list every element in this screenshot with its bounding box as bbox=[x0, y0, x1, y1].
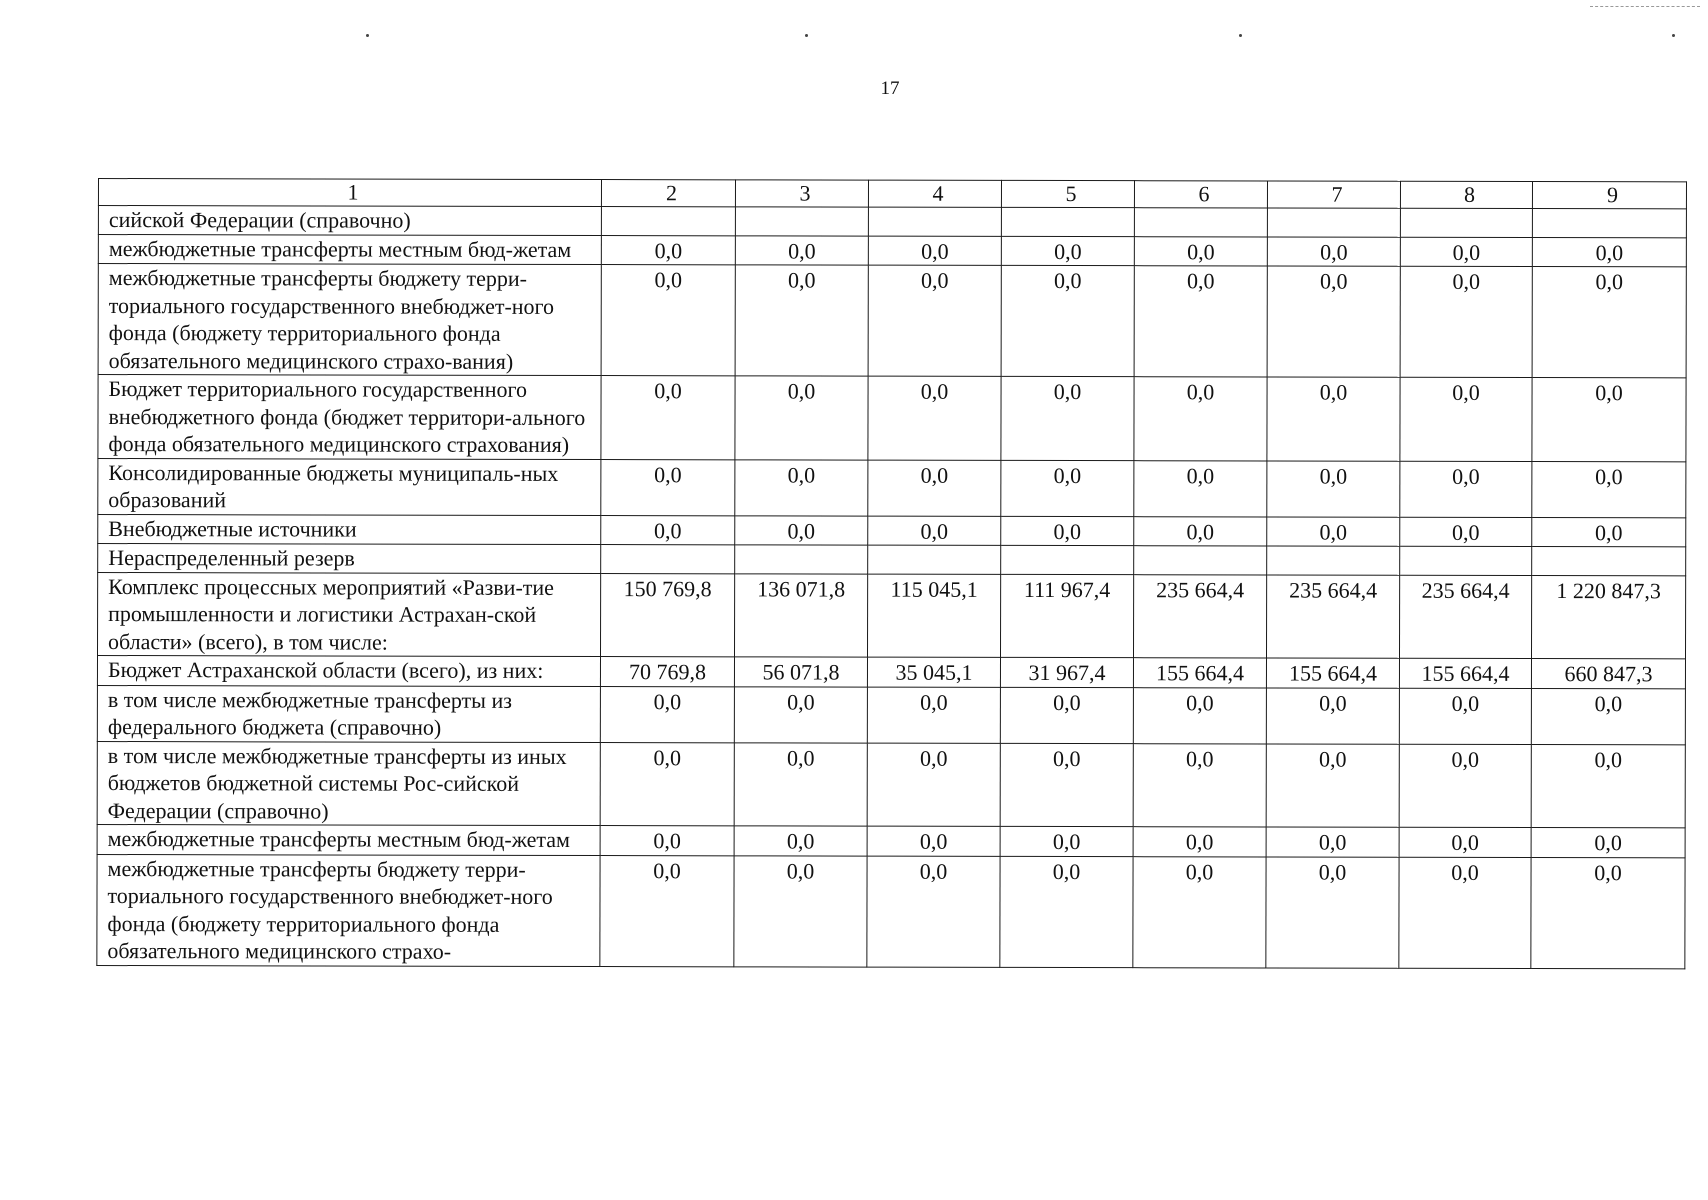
value-cell: 0,0 bbox=[1266, 856, 1399, 967]
value-cell: 0,0 bbox=[1400, 237, 1532, 267]
value-cell bbox=[1001, 545, 1134, 574]
value-cell: 0,0 bbox=[868, 516, 1001, 546]
value-cell: 115 045,1 bbox=[867, 574, 1000, 658]
header-row bbox=[98, 179, 1686, 209]
value-cell: 0,0 bbox=[1134, 236, 1267, 266]
value-cell: 235 664,4 bbox=[1266, 574, 1399, 658]
value-cell: 155 664,4 bbox=[1266, 658, 1399, 688]
value-cell: 0,0 bbox=[1266, 827, 1399, 857]
table-row bbox=[98, 234, 1686, 267]
table-row bbox=[98, 514, 1686, 547]
row-label: межбюджетные трансферты бюджету терри-ториального государственного внебюджет-ного фонда (бюджету территориального фонда обязательного медицинского страхо- bbox=[97, 854, 600, 966]
table-row bbox=[97, 656, 1685, 689]
value-cell: 56 071,8 bbox=[734, 657, 867, 687]
scan-mark bbox=[1590, 6, 1700, 8]
value-cell: 0,0 bbox=[600, 742, 734, 826]
value-cell bbox=[735, 207, 868, 236]
value-cell: 0,0 bbox=[1531, 828, 1685, 858]
header-cell: 9 bbox=[1532, 182, 1686, 209]
value-cell: 0,0 bbox=[1532, 461, 1686, 517]
budget-table bbox=[96, 178, 1687, 969]
row-label: в том числе межбюджетные трансферты из федерального бюджета (справочно) bbox=[97, 685, 600, 742]
value-cell: 0,0 bbox=[734, 855, 867, 966]
table-row bbox=[97, 854, 1685, 968]
value-cell: 1 220 847,3 bbox=[1531, 575, 1685, 659]
value-cell: 0,0 bbox=[1000, 687, 1133, 743]
value-cell: 0,0 bbox=[1133, 743, 1266, 827]
value-cell: 0,0 bbox=[1399, 827, 1531, 857]
value-cell: 0,0 bbox=[1400, 517, 1532, 547]
header-cell: 3 bbox=[735, 180, 868, 207]
table-row bbox=[98, 375, 1686, 462]
row-label: межбюджетные трансферты местным бюд-жетам bbox=[98, 234, 601, 265]
value-cell: 31 967,4 bbox=[1000, 657, 1133, 687]
value-cell: 0,0 bbox=[735, 515, 868, 545]
value-cell: 0,0 bbox=[1001, 376, 1134, 460]
value-cell: 0,0 bbox=[1000, 826, 1133, 856]
value-cell: 0,0 bbox=[601, 515, 735, 545]
value-cell: 0,0 bbox=[601, 459, 735, 515]
value-cell bbox=[735, 545, 868, 574]
value-cell: 155 664,4 bbox=[1133, 658, 1266, 688]
value-cell: 0,0 bbox=[734, 826, 867, 856]
row-label: Бюджет Астраханской области (всего), из них: bbox=[97, 656, 600, 687]
value-cell bbox=[1001, 207, 1134, 236]
value-cell: 0,0 bbox=[868, 376, 1001, 460]
row-label: межбюджетные трансферты бюджету терри-ториального государственного внебюджет-ного фонда (бюджету территориального фонда обязательного медицинского страхо-вания) bbox=[98, 264, 601, 376]
value-cell: 0,0 bbox=[735, 265, 868, 376]
value-cell: 0,0 bbox=[1134, 516, 1267, 546]
value-cell: 0,0 bbox=[1267, 460, 1400, 516]
value-cell bbox=[1400, 546, 1532, 575]
header-cell: 6 bbox=[1134, 181, 1267, 208]
value-cell: 0,0 bbox=[868, 460, 1001, 516]
table-row bbox=[97, 685, 1685, 744]
table-row bbox=[97, 741, 1685, 828]
value-cell: 0,0 bbox=[1531, 688, 1685, 744]
header-cell: 2 bbox=[601, 180, 735, 207]
value-cell bbox=[1134, 546, 1267, 575]
value-cell: 235 664,4 bbox=[1133, 574, 1266, 658]
value-cell: 0,0 bbox=[734, 742, 867, 826]
value-cell: 0,0 bbox=[734, 686, 867, 742]
value-cell: 0,0 bbox=[1532, 378, 1686, 462]
table-row bbox=[98, 206, 1686, 238]
header-cell: 4 bbox=[868, 180, 1001, 207]
value-cell: 0,0 bbox=[735, 235, 868, 265]
row-label: Бюджет территориального государственного внебюджетного фонда (бюджет территори-ального фонда обязательного медицинского страхования) bbox=[98, 375, 601, 460]
table-body bbox=[97, 179, 1687, 969]
value-cell: 0,0 bbox=[1134, 377, 1267, 461]
header-cell: 7 bbox=[1267, 181, 1400, 208]
header-cell: 1 bbox=[98, 179, 601, 207]
value-cell: 0,0 bbox=[601, 235, 735, 265]
value-cell bbox=[1532, 547, 1686, 576]
value-cell: 0,0 bbox=[1399, 744, 1531, 828]
value-cell: 0,0 bbox=[1532, 517, 1686, 547]
value-cell: 0,0 bbox=[1267, 236, 1400, 266]
value-cell: 0,0 bbox=[1133, 687, 1266, 743]
value-cell: 0,0 bbox=[1531, 857, 1685, 968]
value-cell bbox=[868, 207, 1001, 236]
value-cell: 0,0 bbox=[1532, 267, 1686, 378]
value-cell: 0,0 bbox=[1267, 516, 1400, 546]
value-cell: 0,0 bbox=[1400, 266, 1532, 377]
value-cell: 660 847,3 bbox=[1531, 659, 1685, 689]
value-cell: 0,0 bbox=[600, 855, 734, 966]
value-cell: 0,0 bbox=[1001, 460, 1134, 516]
row-label: Внебюджетные источники bbox=[98, 514, 601, 545]
value-cell: 0,0 bbox=[1001, 516, 1134, 546]
value-cell: 0,0 bbox=[1134, 460, 1267, 516]
value-cell bbox=[1532, 209, 1686, 238]
row-label: межбюджетные трансферты местным бюд-жетам bbox=[97, 824, 600, 855]
value-cell bbox=[1267, 208, 1400, 237]
value-cell: 35 045,1 bbox=[867, 657, 1000, 687]
row-label: Консолидированные бюджеты муниципаль-ных образований bbox=[98, 458, 601, 515]
value-cell: 0,0 bbox=[1133, 856, 1266, 967]
table-row bbox=[98, 264, 1686, 378]
value-cell: 0,0 bbox=[1267, 266, 1400, 377]
value-cell bbox=[601, 545, 735, 574]
value-cell: 0,0 bbox=[1399, 688, 1531, 744]
value-cell: 0,0 bbox=[1400, 461, 1532, 517]
value-cell: 0,0 bbox=[1000, 743, 1133, 827]
value-cell: 111 967,4 bbox=[1000, 574, 1133, 658]
header-cell: 8 bbox=[1400, 181, 1532, 208]
row-label: Нераспределенный резерв bbox=[98, 544, 601, 574]
value-cell: 0,0 bbox=[1266, 743, 1399, 827]
value-cell: 0,0 bbox=[1000, 856, 1133, 967]
table-row bbox=[97, 572, 1685, 659]
value-cell: 0,0 bbox=[867, 687, 1000, 743]
value-cell: 0,0 bbox=[868, 236, 1001, 266]
value-cell: 235 664,4 bbox=[1399, 575, 1531, 659]
value-cell bbox=[601, 207, 735, 236]
value-cell: 0,0 bbox=[867, 856, 1000, 967]
value-cell: 0,0 bbox=[600, 686, 734, 742]
header-cell: 5 bbox=[1001, 180, 1134, 207]
scan-dot bbox=[1672, 34, 1675, 37]
value-cell: 150 769,8 bbox=[600, 573, 734, 657]
value-cell: 0,0 bbox=[1266, 687, 1399, 743]
value-cell bbox=[1400, 208, 1532, 237]
row-label: Комплекс процессных мероприятий «Разви-тие промышленности и логистики Астрахан-ской области» (всего), в том числе: bbox=[97, 572, 600, 657]
table-row bbox=[98, 458, 1686, 517]
value-cell bbox=[868, 545, 1001, 574]
value-cell: 0,0 bbox=[600, 826, 734, 856]
table-row bbox=[97, 824, 1685, 857]
value-cell: 0,0 bbox=[1001, 236, 1134, 266]
value-cell: 155 664,4 bbox=[1399, 658, 1531, 688]
scan-dot bbox=[1239, 34, 1242, 37]
value-cell: 0,0 bbox=[1532, 237, 1686, 267]
value-cell: 0,0 bbox=[735, 376, 868, 460]
value-cell: 0,0 bbox=[1399, 857, 1531, 968]
value-cell: 0,0 bbox=[1133, 827, 1266, 857]
scan-dot bbox=[366, 34, 369, 37]
value-cell: 0,0 bbox=[601, 265, 735, 376]
value-cell: 0,0 bbox=[1400, 377, 1532, 461]
page-number: 17 bbox=[880, 78, 900, 99]
value-cell: 136 071,8 bbox=[734, 573, 867, 657]
value-cell: 0,0 bbox=[867, 743, 1000, 827]
row-label: сийской Федерации (справочно) bbox=[98, 206, 601, 236]
value-cell: 0,0 bbox=[868, 265, 1001, 376]
value-cell: 0,0 bbox=[601, 376, 735, 460]
table-row bbox=[98, 544, 1686, 576]
value-cell bbox=[1267, 546, 1400, 575]
scan-dot bbox=[805, 34, 808, 37]
value-cell: 0,0 bbox=[867, 826, 1000, 856]
value-cell: 0,0 bbox=[1531, 744, 1685, 828]
row-label: в том числе межбюджетные трансферты из иных бюджетов бюджетной системы Рос-сийской Федерации (справочно) bbox=[97, 741, 600, 826]
value-cell: 0,0 bbox=[1267, 377, 1400, 461]
value-cell: 0,0 bbox=[735, 459, 868, 515]
value-cell: 0,0 bbox=[1134, 266, 1267, 377]
value-cell: 0,0 bbox=[1001, 265, 1134, 376]
value-cell: 70 769,8 bbox=[600, 657, 734, 687]
value-cell bbox=[1134, 208, 1267, 237]
